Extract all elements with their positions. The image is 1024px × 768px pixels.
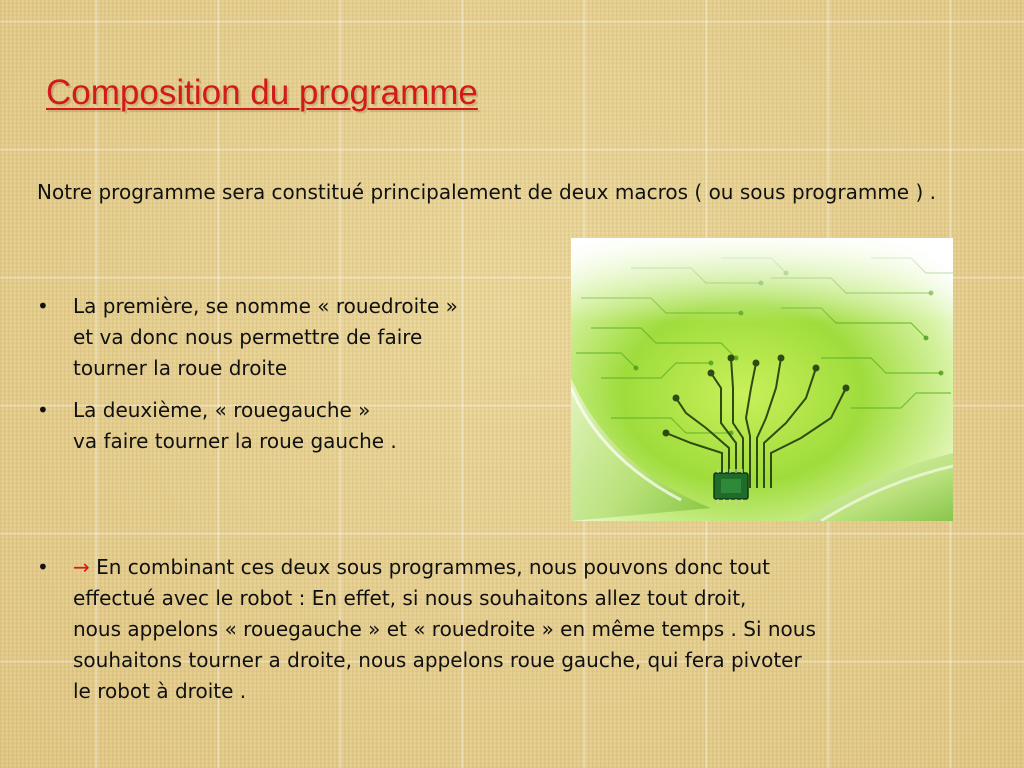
bullet-text xyxy=(73,552,953,707)
bullet-line: souhaitons tourner a droite, nous appelons roue gauche, qui fera pivoter xyxy=(73,648,802,672)
bullet-line: effectué avec le robot : En effet, si nous souhaitons allez tout droit, xyxy=(73,586,747,610)
bullet-line xyxy=(73,552,953,583)
bullet-marker: • xyxy=(37,398,49,422)
bullet-line: et va donc nous permettre de faire xyxy=(73,325,423,349)
circuit-board-illustration xyxy=(571,238,953,521)
bullet-line: va faire tourner la roue gauche . xyxy=(73,429,397,453)
circuit-board-image xyxy=(571,238,953,521)
bullet-marker: • xyxy=(37,294,49,318)
slide-title: Composition du programme xyxy=(46,73,478,112)
bullet-line: le robot à droite . xyxy=(73,679,247,703)
bullet-text xyxy=(73,395,543,457)
bullet-line: La première, se nomme « rouedroite » xyxy=(73,294,458,318)
bullet-item-rouedroite xyxy=(37,291,557,386)
bullet-text xyxy=(73,291,543,384)
bullet-line: La deuxième, « rouegauche » xyxy=(73,398,371,422)
intro-paragraph: Notre programme sera constitué principalement de deux macros ( ou sous programme ) . xyxy=(37,180,936,204)
bullet-line: nous appelons « rouegauche » et « rouedroite » en même temps . Si nous xyxy=(73,617,816,641)
bullet-marker: • xyxy=(37,555,49,579)
right-arrow-icon: → xyxy=(73,555,90,579)
bullet-item-combination xyxy=(37,552,957,712)
bullet-line-text: En combinant ces deux sous programmes, nous pouvons donc tout xyxy=(96,555,770,579)
bullet-line: tourner la roue droite xyxy=(73,356,288,380)
bullet-item-rouegauche xyxy=(37,395,557,459)
